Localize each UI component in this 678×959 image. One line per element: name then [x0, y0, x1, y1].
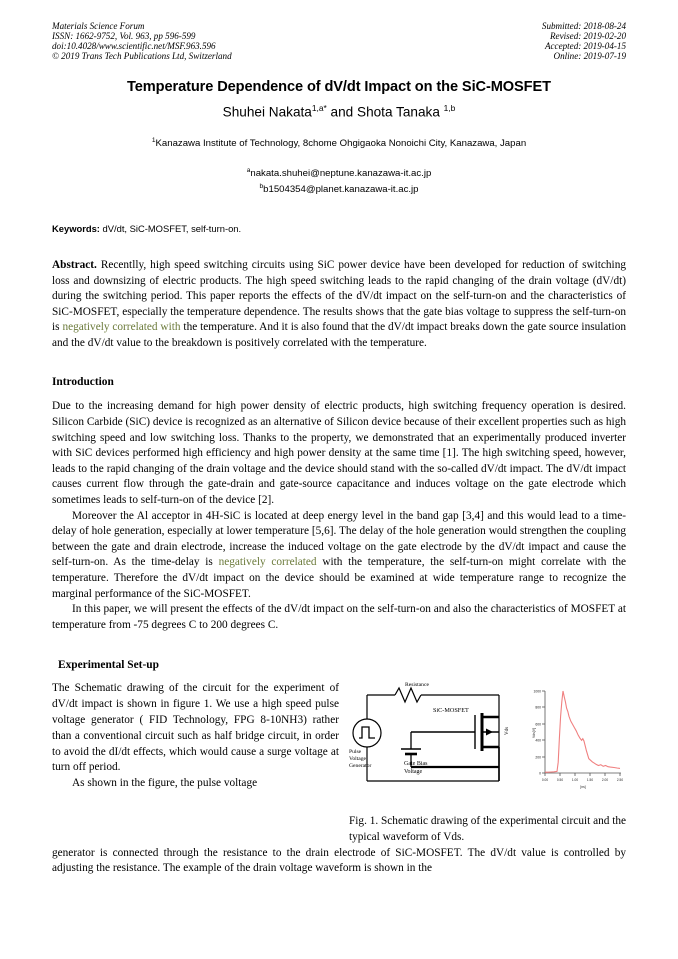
author-list [52, 100, 626, 121]
journal-name: Materials Science Forum [52, 21, 145, 31]
label-vds: Vds [505, 727, 510, 736]
paper-title: Temperature Dependence of dV/dt Impact on the SiC-MOSFET [127, 78, 551, 95]
introduction-paragraph-2 [52, 509, 626, 603]
label-sic-mosfet: SiC-MOSFET [433, 707, 469, 715]
email-address-b: b1504354@planet.kanazawa-it.ac.jp [263, 184, 419, 196]
abstract-text-part2: the temperature. And it is also found that the dV/dt impact breaks down the gate source insulation and the dV/dt value to the breakdown is positively correlated with the temperature. [52, 321, 626, 349]
waveform-xtick-100: 1.00 [571, 778, 579, 783]
section-heading-experimental-setup: Experimental Set-up [58, 659, 159, 672]
label-resistance: Resistance [405, 682, 429, 689]
journal-header [52, 22, 626, 62]
experimental-two-column-layout [52, 681, 626, 845]
section-heading-introduction: Introduction [52, 376, 114, 389]
waveform-ytick-1000: 1000 [533, 689, 541, 694]
intro-p2-part-a: Moreover the Al acceptor in 4H-SiC is located at deep energy level in the band gap [3,4] and this would lead to a time-delay of hole generation, especially at lower temperature [5,6]. The delay of the hole generation would strengthen the coupling between the gate and drain electrode, increase the induced voltage on the gate electrode by the dV/dt impact and cause the self-turn-on. As the time-delay is [52, 509, 626, 569]
author-affil-marker-1: 1,a* [311, 102, 327, 113]
affiliation-marker: 1 [151, 137, 156, 145]
journal-header-right [542, 22, 626, 62]
abstract-block [52, 258, 626, 352]
author-name-2: Shota Tanaka [357, 104, 444, 120]
date-online: Online: 2019-07-19 [553, 50, 626, 61]
experimental-paragraph-2: As shown in the figure, the pulse voltage [72, 777, 258, 790]
experimental-right-column [349, 681, 626, 845]
email-marker-a: a [246, 167, 251, 175]
affiliation-text: Kanazawa Institute of Technology, 8chome Ohgigaoka Nonoichi City, Kanazawa, Japan [155, 138, 527, 150]
figure-1-graphic [349, 681, 626, 806]
figure-1-svg [349, 681, 626, 806]
keywords-label: Keywords: [52, 222, 100, 234]
email-marker-b: b [259, 183, 264, 191]
date-submitted: Submitted: 2018-08-24 [541, 21, 626, 31]
email-list [52, 165, 626, 197]
date-revised: Revised: 2019-02-20 [549, 30, 626, 41]
journal-header-left [52, 22, 232, 62]
abstract-highlighted-phrase: negatively correlated with [62, 321, 181, 334]
journal-doi: doi:10.4028/www.scientific.net/MSF.963.596 [52, 40, 216, 51]
waveform-plot [532, 690, 623, 790]
experimental-left-column [52, 681, 339, 792]
keywords-line [52, 223, 626, 234]
waveform-xtick-050: 0.50 [556, 778, 564, 783]
intro-p2-part-b: with the temperature, the self-turn-on might correlate with the temperature. Therefore the dV/dt impact on the device should be examined at wide temperature range to recognize the marginal performance of the SiC-MOSFET. [52, 556, 627, 600]
experimental-paragraph-1: The Schematic drawing of the circuit for the experiment of dV/dt impact is shown in figure 1. We use a high speed pulse voltage generator ( FID Technology, FPG 8-10NH3) rather than a conventional circuit such as half bridge circuit, in order to avoid the dI/dt effects, which would cause a surge voltage at turn off period. [52, 682, 339, 774]
intro-p2-highlighted-phrase: negatively correlated [218, 556, 317, 569]
waveform-xtick-0: 0.00 [541, 778, 549, 783]
waveform-ytick-600: 600 [535, 722, 541, 727]
author-affil-marker-2: 1,b [443, 102, 456, 113]
waveform-ytick-200: 200 [535, 755, 541, 760]
waveform-xtick-250: 2.50 [616, 778, 624, 783]
journal-copyright: © 2019 Trans Tech Publications Ltd, Switzerland [52, 50, 232, 61]
waveform-xlabel: [ns] [580, 785, 586, 790]
label-pulse-generator: Pulse Voltage Generator [349, 749, 372, 770]
figure-1-caption: Fig. 1. Schematic drawing of the experimental circuit and the typical waveform of Vds. [349, 815, 626, 843]
email-line-1 [52, 165, 626, 181]
mosfet-symbol [411, 713, 499, 781]
waveform-trace [545, 691, 620, 772]
waveform-xtick-200: 2.00 [601, 778, 609, 783]
abstract-label: Abstract. [52, 258, 97, 271]
affiliation [52, 134, 626, 150]
waveform-ytick-400: 400 [535, 738, 541, 743]
label-gate-bias-voltage: Gate Bias Voltage [404, 761, 428, 776]
waveform-xtick-150: 1.50 [586, 778, 594, 783]
introduction-paragraph-3: In this paper, we will present the effects of the dV/dt impact on the self-turn-on and also the characteristics of MOSFET at temperature from -75 degrees C to 200 degrees C. [52, 603, 626, 631]
author-conjunction: and [326, 104, 357, 120]
author-name-1: Shuhei Nakata [222, 104, 312, 120]
waveform-ylabel: Vds[V] [532, 728, 536, 739]
journal-issn: ISSN: 1662-9752, Vol. 963, pp 596-599 [52, 30, 196, 41]
experimental-paragraph-3: generator is connected through the resistance to the drain electrode of SiC-MOSFET. The dV/dt value is controlled by adjusting the resistance. The example of the drain voltage waveform is shown in the [52, 846, 626, 875]
email-line-2 [52, 181, 626, 197]
email-address-a: nakata.shuhei@neptune.kanazawa-it.ac.jp [250, 168, 432, 180]
date-accepted: Accepted: 2019-04-15 [544, 40, 626, 51]
pulse-waveform-icon [359, 727, 375, 738]
abstract-text-part1: Recentlly, high speed switching circuits using SiC power device have been developed for reduction of switching loss and downsizing of electric products. The high speed switching leads to the rapid changing of the drain voltage (dV/dt) during the switching period. This paper reports the effects of the dV/dt impact on the self-turn-on and the characteristics of SiC-MOSFET, especially the temperature dependence. The results shows that the gate bias voltage to suppress the self-turn-on is [52, 258, 626, 334]
keywords-value: dV/dt, SiC-MOSFET, self-turn-on. [99, 222, 242, 234]
waveform-ytick-800: 800 [535, 705, 541, 710]
waveform-ytick-0: 0 [539, 771, 541, 776]
introduction-paragraph-1: Due to the increasing demand for high power density of electric products, high switching frequency operation is desired. Silicon Carbide (SiC) device is recognized as an alternative of Silicon device because of their excellent properties such as high switching speed and low switching loss. Thanks to the property, we demonstrated that an experimentally produced inverter with SiC devices performed high efficiency and high power density at the same time [1]. The high switching speed, however, leads to the rapid changing of the drain voltage and the device should stand with the so-called dV/dt impact. The dV/dt impact causes current flow through the gate-drain and gate-source capacitance and induces voltage on the gate electrode which sometimes leads to self-turn-on of the device [2]. [52, 400, 626, 507]
